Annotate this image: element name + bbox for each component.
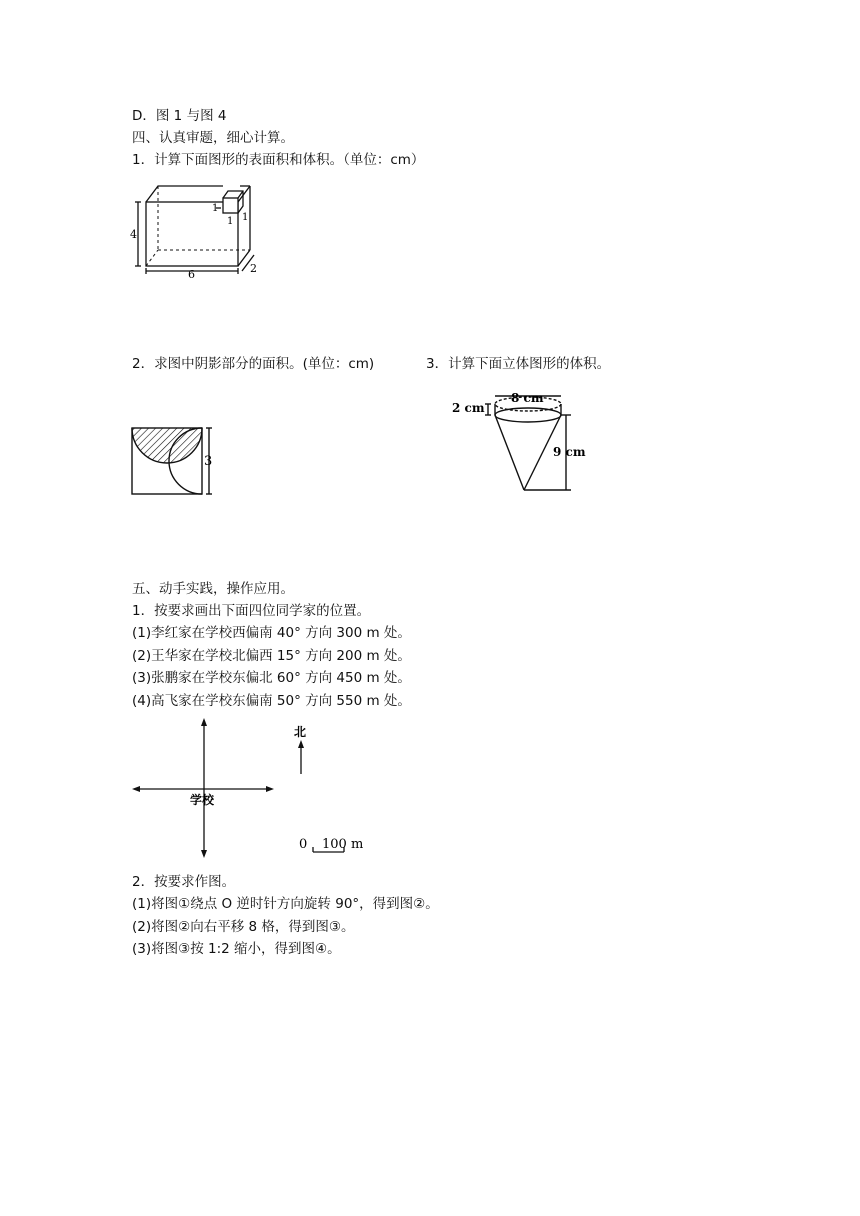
cuboid-width-label: 2 <box>250 262 257 275</box>
q2-item-3: (3)将图③按 1:2 缩小，得到图④。 <box>132 941 341 957</box>
option-d: D．图 1 与图 4 <box>132 108 227 124</box>
q1-item-3: (3)张鹏家在学校东偏北 60° 方向 450 m 处。 <box>132 670 411 686</box>
cuboid-height-label: 4 <box>130 228 137 241</box>
section-4-heading: 四、认真审题，细心计算。 <box>132 130 294 146</box>
q1-item-1: (1)李红家在学校西偏南 40° 方向 300 m 处。 <box>132 625 411 641</box>
square-side-label: 3 <box>204 454 213 469</box>
cylinder-height-label: 2 cm <box>452 401 485 415</box>
q1-item-2: (2)王华家在学校北偏西 15° 方向 200 m 处。 <box>132 648 411 664</box>
question-5-2: 2．按要求作图。 <box>132 874 236 890</box>
notch-label-b: 1 <box>242 212 249 223</box>
cone-height-label: 9 cm <box>553 445 586 459</box>
cylinder-diameter-label: 8 cm <box>511 391 544 405</box>
cuboid-figure <box>128 178 268 282</box>
school-label: 学校 <box>190 793 215 807</box>
cylinder-cone-figure <box>448 384 598 500</box>
q2-item-1: (1)将图①绕点 O 逆时针方向旋转 90°，得到图②。 <box>132 896 439 912</box>
question-1: 1．计算下面图形的表面积和体积。（单位：cm） <box>132 152 425 168</box>
question-3: 3．计算下面立体图形的体积。 <box>426 356 611 372</box>
q2-item-2: (2)将图②向右平移 8 格，得到图③。 <box>132 919 355 935</box>
question-2: 2．求图中阴影部分的面积。(单位：cm) <box>132 356 375 372</box>
q1-item-4: (4)高飞家在学校东偏南 50° 方向 550 m 处。 <box>132 693 411 709</box>
scale-zero-label: 0 <box>299 837 308 852</box>
notch-label-a: 1 <box>227 216 234 227</box>
scale-value-label: 100 m <box>322 837 364 852</box>
direction-map <box>128 716 378 868</box>
notch-label-c: 1 <box>212 203 219 214</box>
cuboid-length-label: 6 <box>188 268 195 278</box>
section-5-heading: 五、动手实践，操作应用。 <box>132 581 294 597</box>
north-label: 北 <box>294 725 307 739</box>
question-5-1: 1．按要求画出下面四位同学家的位置。 <box>132 603 371 619</box>
shaded-square-figure <box>128 420 228 504</box>
